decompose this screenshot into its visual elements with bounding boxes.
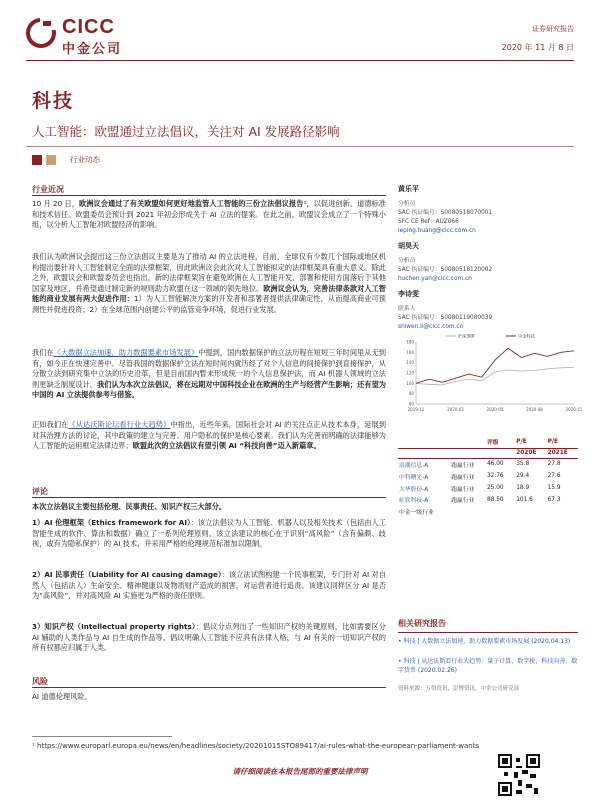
analyst-name: 胡昊天 xyxy=(398,242,419,250)
analyst-role: 联系人 xyxy=(398,306,416,312)
sector-title: 科技 xyxy=(32,90,75,112)
stock-name[interactable]: 浪潮信息-A xyxy=(399,462,429,469)
price: 88.50 xyxy=(486,496,504,503)
pe-2020: 35.8 xyxy=(516,461,530,468)
table-row xyxy=(398,458,578,470)
source-note: 资料来源：万得资讯，彭博资讯，中金公司研究部 xyxy=(398,686,520,692)
report-headline: 人工智能：欧盟通过立法倡议，关注对 AI 发展路径影响 xyxy=(32,124,340,139)
legend-label: 沪深300 xyxy=(458,333,475,339)
headline-divider xyxy=(26,146,574,147)
analyst-name: 黄乐平 xyxy=(398,185,419,193)
rating: 跑赢行业 xyxy=(451,498,475,505)
analyst-email[interactable]: shiwen.li@cicc.com.cn xyxy=(398,324,464,330)
y-tick-label: 100 xyxy=(406,380,414,386)
series-line xyxy=(416,367,574,385)
price: 46.00 xyxy=(486,461,504,468)
table-row xyxy=(398,470,578,482)
analyst-email[interactable]: huchen.yan@cicc.com.cn xyxy=(398,276,472,282)
y-tick-label: 160 xyxy=(406,349,414,355)
legal-notice-footer: 请仔细阅读在本报告尾部的重要法律声明 xyxy=(232,767,368,776)
related-report-link[interactable]: 《从达沃斯论坛看行业大趋势》 xyxy=(68,420,171,429)
comment-item-liability: 2）AI 民事责任（Liability for AI causing damage）：该立法试图构建一个民事框架，专门针对 AI 对自然人（包括法人）生命安全、精神健康以及物质财产造成的损害，对运营者进行追责。该建议同样区分 AI 是否为“高风险”，并对高风险 AI 实施更为严格的责任原则。 xyxy=(32,570,386,601)
analyst-sac: SAC 执证编号：S0080518070001 xyxy=(398,210,493,216)
pe-2020: 29.4 xyxy=(516,473,530,480)
paragraph-events-3: 我们在《大数据立法加速，助力数据要素市场发展》中提到，国内数据保护的立法历程在短短三年时间里从无到有，如今正在快速完善中。尽管我国的数据保护立法在短时间内就历经了对个人信息的间接保护到直接保护，从分散立法到研究集中立法的历史沿革，但是目前国内暂未形成统一的个人信息保护法，而 AI 机器人领域的立法则更缺乏制度设计。我们认为本次立法倡议，将在远期对中国科技企业在欧洲的生产与经营产生影响；还有望为中国的 AI 立法提供参考与借鉴。 xyxy=(32,348,386,400)
table-header-row xyxy=(398,448,578,458)
comment-intro: 本次立法倡议主要包括伦理、民事责任、知识产权三大部分。 xyxy=(32,502,227,511)
pe-2021: 15.9 xyxy=(547,485,561,492)
y-tick-label: 120 xyxy=(406,370,414,376)
section-title-comment: 评论 xyxy=(32,487,48,496)
pe-2020: 18.9 xyxy=(516,485,530,492)
related-report-link[interactable]: 《大数据立法加速，助力数据要素市场发展》 xyxy=(53,348,199,357)
stock-name[interactable]: 虹软科技-A xyxy=(399,498,429,505)
table-row xyxy=(398,482,578,494)
table-header-cell xyxy=(450,436,486,448)
analyst-sfc: SFC CE Ref：AUZ066 xyxy=(398,219,459,225)
pe-2021: 67.3 xyxy=(547,496,561,503)
rating: 跑赢行业 xyxy=(451,474,475,481)
y-tick-label: 60 xyxy=(408,401,414,407)
x-tick-label: 2020-02 xyxy=(447,407,464,412)
y-tick-label: 140 xyxy=(406,360,414,366)
analyst-sac: SAC 执证编号：S0080518120002 xyxy=(398,267,493,273)
table-row xyxy=(398,494,578,506)
stock-name: 中金一级行业 xyxy=(399,510,434,517)
table-header-cell: 2021E xyxy=(547,448,578,458)
comment-item-ip: 3）知识产权（Intellectual property rights）：倡议分点列出了一些知识产权的关键原则，比如需要区分 AI 辅助的人类作品与 AI 自生成的作品等。倡议明确人工智能不应具有法律人格，与 AI 有关的一切知识产权的所有权都应归属于人类。 xyxy=(32,622,386,653)
table-header-cell: 评级 xyxy=(486,436,512,448)
coverage-table xyxy=(398,436,578,517)
paragraph-events-2: 我们认为欧洲议会提出这三份立法倡议主要是为了推动 AI 的立法进程，目前，全球仅有少数几个国际或地区机构提出要针对人工智能制定全面的法律框架，因此欧洲议会此次对人工智能拟定的法律框架具有重大意义。除此之外，欧盟议会和欧盟委员会也指出，新的法律框架旨在避免欧洲在人工智能开发、部署和使用方面落后于其他国家及地区，并希望通过制定新的规则助力欧盟在这一领域的领先地位。欧洲议会认为，完善法律条款对人工智能的商业发展有两大促进作用：1）为人工智能解决方案的开发者和部署者提供法律确定性，从而提高商业可预测性并促进投资；2）在全球范围内创建公平的监管竞争环境，促进行业发展。 xyxy=(32,252,386,314)
section-divider xyxy=(32,195,386,196)
report-date: 2020 年 11 月 8 日 xyxy=(501,43,574,52)
analyst-role: 分析员 xyxy=(398,258,416,264)
comment-item-ethics: 1）AI 伦理框架（Ethics framework for AI）：该立法倡议为人工智能、机器人以及相关技术（包括由人工智能生成的软件、算法和数据）确立了一系列伦理原则，该立法建议的核心在于识别“高风险”（含有偏颇、歧视，或有为隐私保护）的 AI 技术，并采用严格的伦理规范标准加以限制。 xyxy=(32,518,386,549)
related-research-title: 相关研究报告 xyxy=(398,619,446,628)
pe-2020: 101.6 xyxy=(516,496,533,503)
price: 32.76 xyxy=(486,473,504,480)
x-tick-label: 2020-05 xyxy=(486,407,504,412)
series-line xyxy=(416,348,574,383)
analyst-email[interactable]: leping.huang@cicc.com.cn xyxy=(398,228,476,234)
tag-square-icon xyxy=(46,155,56,165)
pe-2021: 27.8 xyxy=(547,461,561,468)
paragraph-events-1: 10 月 20 日，欧洲议会通过了有关欧盟如何更好地监管人工智能的三份立法倡议报告¹，以促进创新、道德标准和技术信任。欧盟委员会预计到 2021 年初会形成关于 AI 立法的提案。在此之前，欧盟议会成立了一个特殊小组，以分析人工智能对欧盟经济的影响。 xyxy=(32,199,386,230)
report-tag: 行业动态 xyxy=(70,155,100,164)
table-row xyxy=(398,506,578,518)
analyst-block xyxy=(398,184,578,332)
section-divider xyxy=(398,632,578,633)
x-tick-label: 2020-08 xyxy=(526,407,543,412)
cicc-logo-icon xyxy=(26,18,56,48)
document-type: 证券研究报告 xyxy=(532,25,574,33)
risk-text: AI 道德伦理风险。 xyxy=(32,692,92,701)
legend-label: 中金科技 xyxy=(518,333,535,339)
x-tick-label: 2019-11 xyxy=(407,407,425,412)
analyst-name: 李诗雯 xyxy=(398,290,419,298)
y-tick-label: 80 xyxy=(408,391,414,397)
related-report-link[interactable]: • 科技 | 从达沃斯看行业大趋势：量子计算、数字税、科技向善、数字货币 (2020.02.26) xyxy=(398,658,578,674)
stock-name[interactable]: 中科曙光-A xyxy=(399,474,429,481)
paragraph-events-4: 正如我们在《从达沃斯论坛看行业大趋势》中指出，近些年来，国际社会对 AI 的关注点正从技术本身，延展到对其治理方法的讨论，其中政策的建立与完善、用户隐私的保护是核心要素。我们认为完善而明确的法律能够为人工智能的运用框定法律边界；欧盟此次的立法倡议有望引领 AI “科技向善”迈入新篇章。 xyxy=(32,420,386,451)
performance-chart xyxy=(398,330,583,416)
pe-2021: 27.6 xyxy=(547,473,561,480)
rating: 跑赢行业 xyxy=(451,462,475,469)
table-header-cell: P/E xyxy=(515,436,546,448)
footnote-divider xyxy=(32,736,172,737)
table-header-row xyxy=(398,436,578,448)
logo-text-cn: 中金公司 xyxy=(62,42,123,57)
price: 25.00 xyxy=(486,485,504,492)
section-title-events: 行业近况 xyxy=(32,185,64,194)
header-divider xyxy=(26,60,574,61)
table-header-cell xyxy=(398,436,450,448)
qr-code-icon xyxy=(498,754,540,796)
section-divider xyxy=(32,687,386,688)
logo-text-en: CICC xyxy=(62,16,115,38)
table-header-cell: 2020E xyxy=(515,448,546,458)
footnote-url[interactable]: ¹ https://www.europarl.europa.eu/news/en/headlines/society/20201015STO89417/ai-rules-what-the-european-parliament-wants xyxy=(32,742,480,750)
rating: 跑赢行业 xyxy=(451,486,475,493)
tag-square-icon xyxy=(32,155,42,165)
y-tick-label: 180 xyxy=(406,339,414,345)
related-report-link[interactable]: • 科技 | 大数据立法加速，助力数据要素市场发展 (2020.04.13) xyxy=(398,638,571,645)
x-tick-label: 2020-11 xyxy=(565,407,583,412)
table-header-cell: P/E xyxy=(547,436,578,448)
section-title-risk: 风险 xyxy=(32,677,48,686)
analyst-role: 分析员 xyxy=(398,201,416,207)
section-divider xyxy=(32,497,386,498)
stock-name[interactable]: 大华股份-A xyxy=(399,486,429,493)
analyst-sac: SAC 执证编号：S0080119080039 xyxy=(398,315,493,321)
